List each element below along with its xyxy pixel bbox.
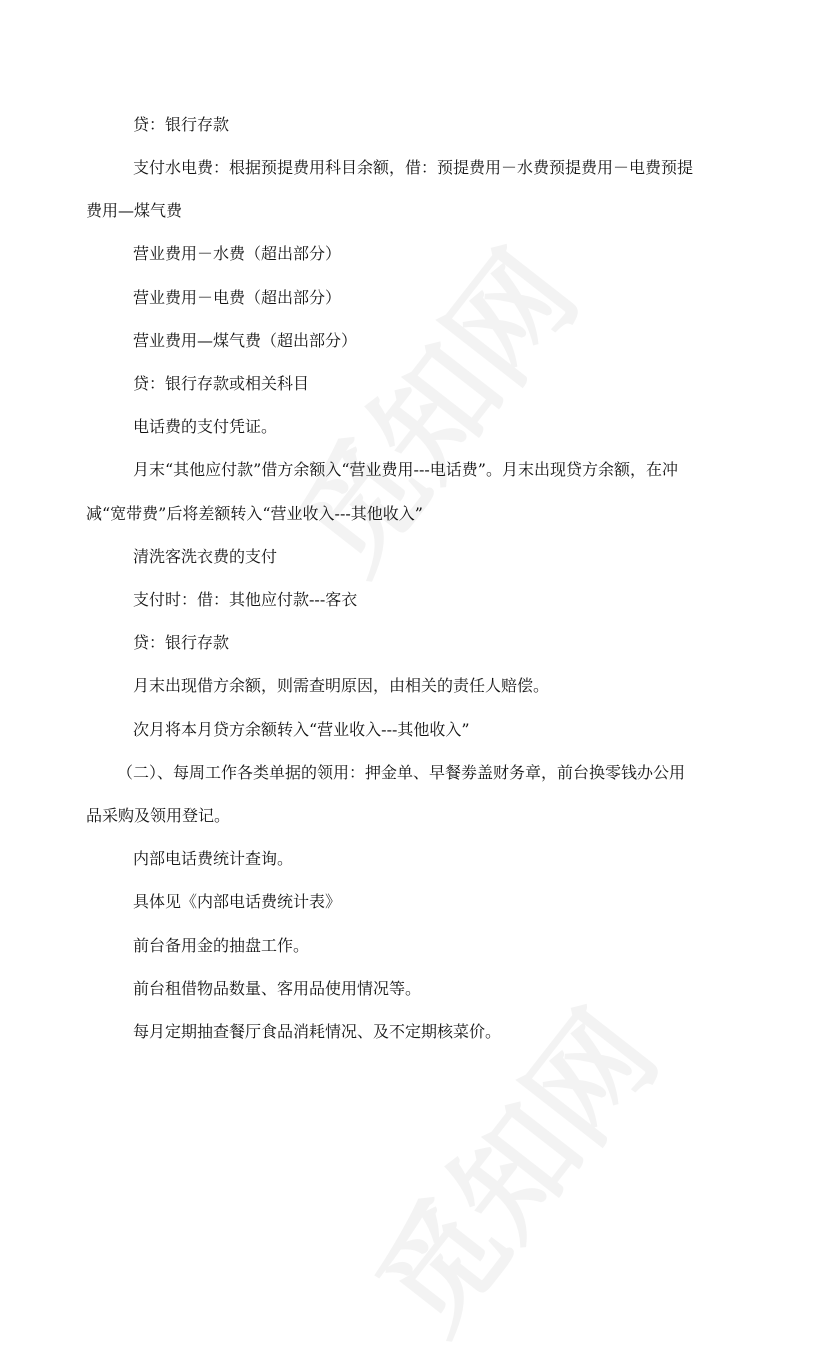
text-line: 月末“其他应付款”借方余额入“营业费用---电话费”。月末出现贷方余额，在冲	[133, 460, 678, 479]
text-line: 支付时：借：其他应付款---客衣	[133, 590, 358, 609]
text-line: 贷：银行存款	[133, 633, 230, 652]
watermark	[251, 211, 608, 601]
text-line: 品采购及领用登记。	[86, 806, 231, 825]
text-line: 支付水电费：根据预提费用科目余额，借：预提费用－水费预提费用－电费预提	[133, 158, 694, 177]
text-line: 次月将本月贷方余额转入“营业收入---其他收入”	[133, 720, 470, 739]
text-line: 费用—煤气费	[86, 201, 183, 220]
text-line: 减“宽带费”后将差额转入“营业收入---其他收入”	[86, 504, 423, 523]
text-line: 营业费用－水费（超出部分）	[133, 244, 342, 263]
text-line: 营业费用－电费（超出部分）	[133, 288, 342, 307]
text-line: 前台租借物品数量、客用品使用情况等。	[133, 979, 422, 998]
text-line: 具体见《内部电话费统计表》	[133, 892, 342, 911]
text-line: 月末出现借方余额，则需查明原因，由相关的责任人赔偿。	[133, 676, 550, 695]
text-line: 内部电话费统计查询。	[133, 849, 294, 868]
text-line: 电话费的支付凭证。	[133, 417, 278, 436]
text-line: 清洗客洗衣费的支付	[133, 547, 278, 566]
text-line: 每月定期抽查餐厅食品消耗情况、及不定期核菜价。	[133, 1022, 502, 1041]
text-line: （二）、每周工作各类单据的领用：押金单、早餐劵盖财务章，前台换零钱办公用	[117, 763, 686, 782]
text-line: 前台备用金的抽盘工作。	[133, 936, 310, 955]
text-line: 贷：银行存款	[133, 115, 230, 134]
text-line: 营业费用—煤气费（超出部分）	[133, 331, 358, 350]
text-line: 贷：银行存款或相关科目	[133, 374, 310, 393]
